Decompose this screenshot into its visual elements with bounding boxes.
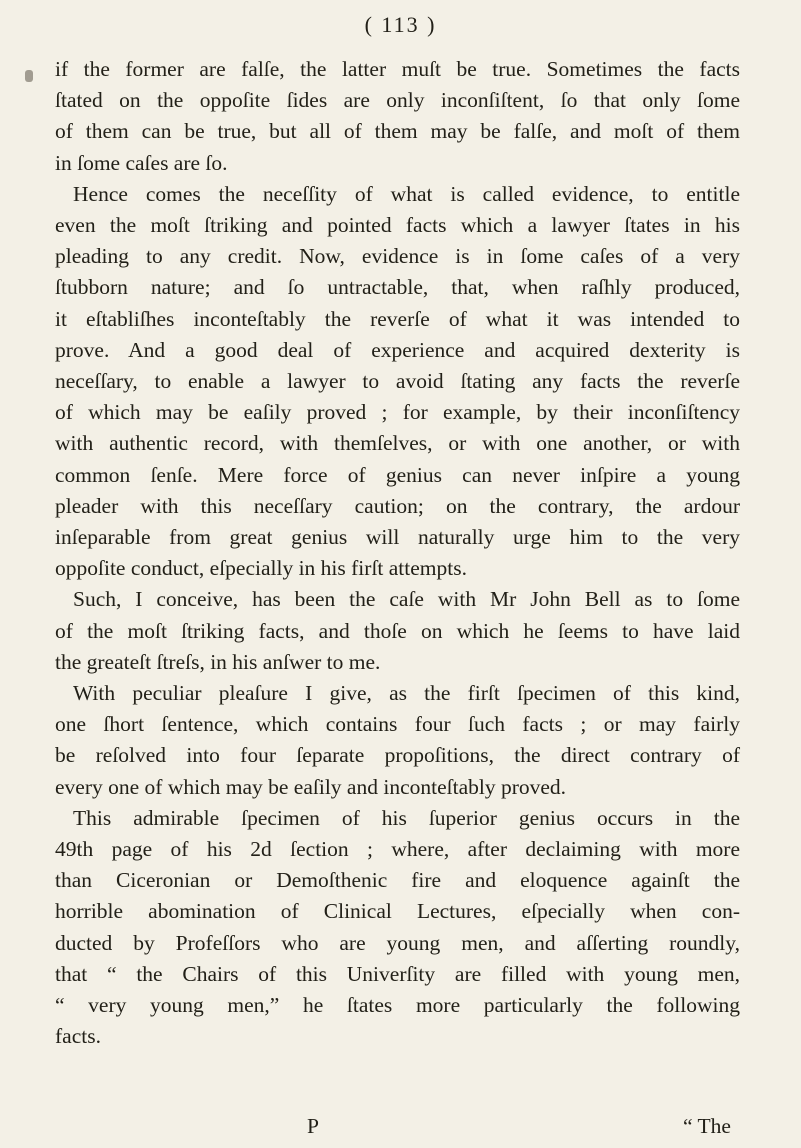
- text-line: ſtubborn nature; and ſo untractable, that, when raſhly produced,: [55, 275, 740, 300]
- text-line: be reſolved into four ſeparate propoſitions, the direct contrary of: [55, 743, 740, 768]
- text-line: oppoſite conduct, eſpecially in his firſt attempts.: [55, 556, 467, 581]
- text-line: than Ciceronian or Demoſthenic fire and eloquence againſt the: [55, 868, 740, 893]
- text-line: facts.: [55, 1024, 101, 1049]
- text-line: This admirable ſpecimen of his ſuperior genius occurs in the: [73, 805, 740, 830]
- ink-blot: [25, 70, 33, 82]
- text-line: it eſtabliſhes inconteſtably the reverſe of what it was intended to: [55, 306, 740, 331]
- text-line: one ſhort ſentence, which contains four ſuch facts ; or may fairly: [55, 712, 740, 737]
- catchword: “ The: [683, 1114, 731, 1138]
- text-line: Such, I conceive, has been the caſe with Mr John Bell as to ſome: [73, 587, 740, 612]
- text-line: pleading to any credit. Now, evidence is in ſome caſes of a very: [55, 244, 740, 269]
- text-line: of the moſt ſtriking facts, and thoſe on which he ſeems to have laid: [55, 618, 740, 643]
- text-line: pleader with this neceſſary caution; on the contrary, the ardour: [55, 493, 740, 518]
- text-line: even the moſt ſtriking and pointed facts which a lawyer ſtates in his: [55, 213, 740, 237]
- text-line: with authentic record, with themſelves, or with one another, or with: [55, 431, 740, 456]
- signature-mark: P: [307, 1114, 319, 1138]
- text-line: of them can be true, but all of them may be falſe, and moſt of them: [55, 119, 740, 144]
- text-line: of which may be eaſily proved ; for example, by their inconſiſtency: [55, 400, 740, 425]
- page-number: ( 113 ): [364, 12, 437, 37]
- text-line: neceſſary, to enable a lawyer to avoid ſtating any facts the reverſe: [55, 369, 740, 393]
- text-line: ſtated on the oppoſite ſides are only inconſiſtent, ſo that only ſome: [55, 88, 740, 113]
- text-line: ducted by Profeſſors who are young men, and aſſerting roundly,: [55, 930, 740, 955]
- text-line: inſeparable from great genius will naturally urge him to the very: [55, 525, 740, 549]
- text-line: With peculiar pleaſure I give, as the firſt ſpecimen of this kind,: [73, 681, 740, 705]
- text-line: if the former are falſe, the latter muſt be true. Sometimes the facts: [55, 57, 740, 81]
- text-line: in ſome caſes are ſo.: [55, 150, 228, 175]
- text-line: that “ the Chairs of this Univerſity are filled with young men,: [55, 961, 740, 986]
- text-line: every one of which may be eaſily and inconteſtably proved.: [55, 774, 567, 799]
- text-line: prove. And a good deal of experience and acquired dexterity is: [55, 337, 740, 362]
- text-line: the greateſt ſtreſs, in his anſwer to me.: [55, 649, 381, 674]
- text-line: Hence comes the neceſſity of what is called evidence, to entitle: [73, 181, 740, 206]
- text-line: horrible abomination of Clinical Lectures, eſpecially when con-: [55, 899, 740, 924]
- text-line: “ very young men,” he ſtates more particularly the following: [55, 993, 740, 1017]
- text-line: common ſenſe. Mere force of genius can never inſpire a young: [55, 462, 740, 487]
- text-line: 49th page of his 2d ſection ; where, after declaiming with more: [55, 837, 740, 861]
